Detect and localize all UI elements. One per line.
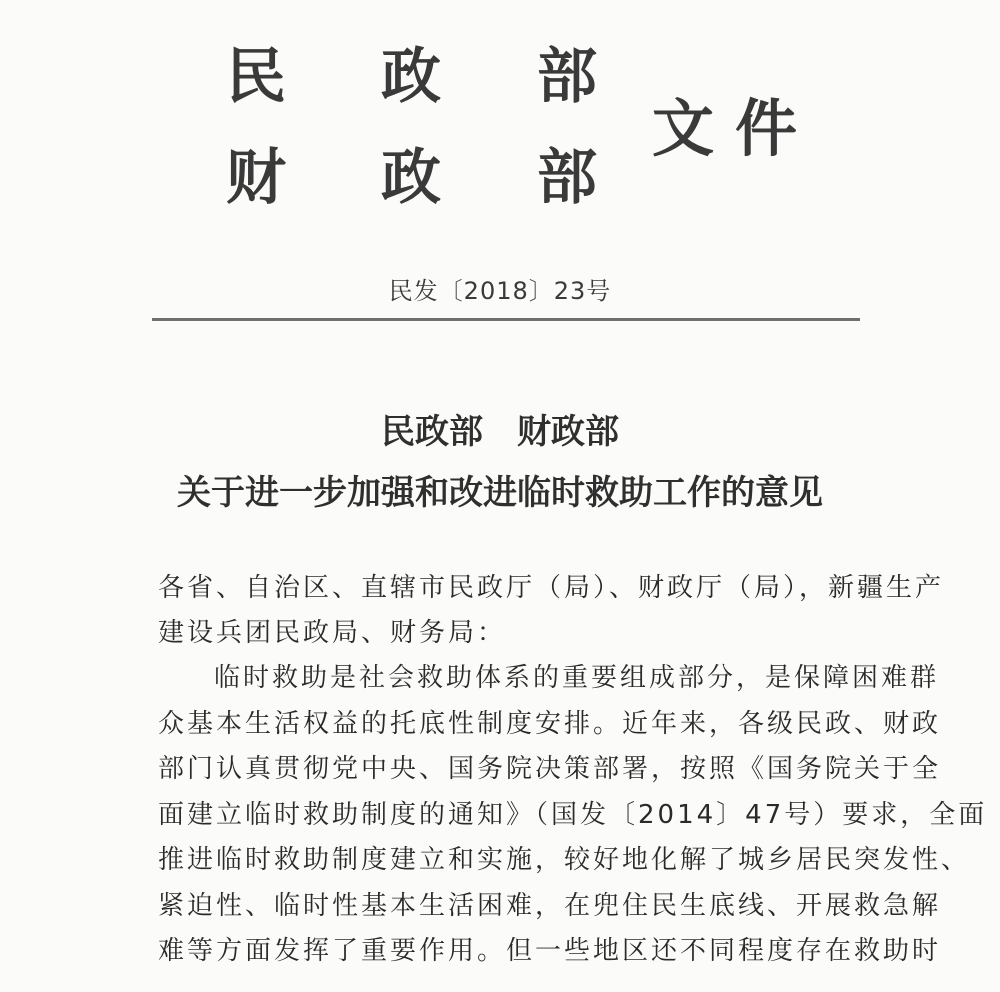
issuer1-char: 政	[381, 42, 441, 112]
salutation-line: 各省、自治区、直辖市民政厅（局）、财政厅（局），新疆生产	[158, 573, 945, 603]
issuer2-char: 财	[226, 143, 286, 213]
title-subject: 关于进一步加强和改进临时救助工作的意见	[177, 473, 823, 513]
issuer1-char: 民	[226, 42, 286, 112]
issuer1-char: 部	[537, 42, 597, 112]
title-issuers: 民政部 财政部	[381, 412, 619, 452]
paragraph-line: 推进临时救助制度建立和实施，较好地化解了城乡居民突发性、	[158, 845, 971, 875]
paragraph-line: 众基本生活权益的托底性制度安排。近年来，各级民政、财政	[158, 708, 942, 739]
salutation	[158, 566, 945, 656]
salutation-line: 建设兵团民政局、财务局：	[158, 618, 507, 648]
doc-type-char: 文	[652, 92, 715, 165]
paragraph-line: 难等方面发挥了重要作用。但一些地区还不同程度存在救助时	[158, 936, 942, 966]
paragraph-line: 临时救助是社会救助体系的重要组成部分，是保障困难群	[214, 663, 940, 693]
paragraph-line: 部门认真贯彻党中央、国务院决策部署，按照《国务院关于全	[158, 754, 942, 784]
document-number: 民发〔2018〕23号	[388, 277, 612, 305]
paragraph-line: 紧迫性、临时性基本生活困难，在兜住民生底线、开展救急解	[158, 890, 942, 921]
issuer2-char: 政	[381, 143, 441, 213]
body-paragraph	[158, 656, 988, 975]
header-divider	[152, 318, 860, 321]
issuer2-char: 部	[537, 143, 597, 213]
doc-type-char: 件	[735, 92, 798, 165]
paragraph-line: 面建立临时救助制度的通知》（国发〔2014〕47号）要求，全面	[158, 799, 988, 830]
